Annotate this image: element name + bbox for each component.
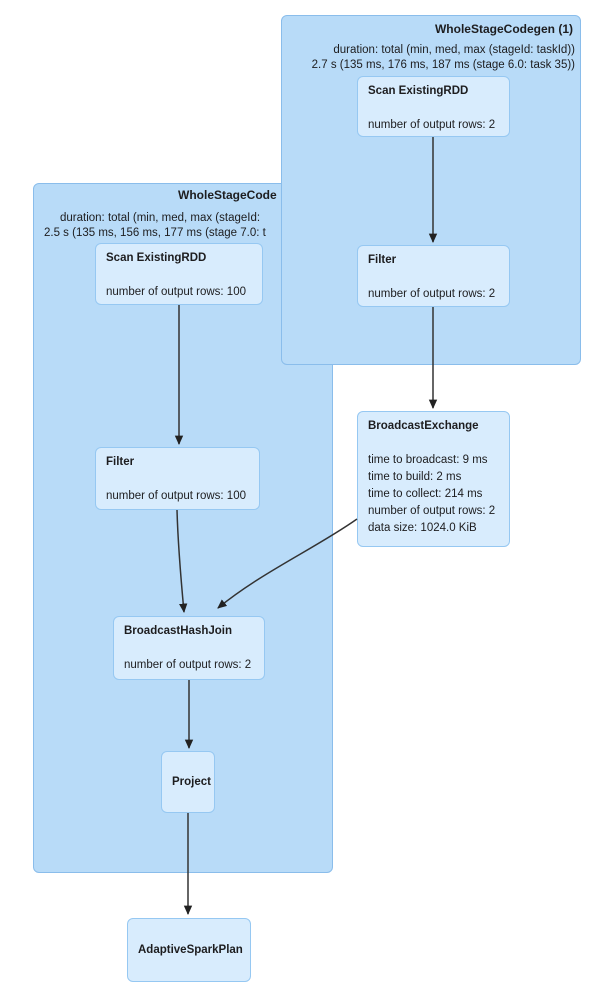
node-title: Scan ExistingRDD (106, 252, 207, 264)
plan-node-scan-existingrdd-right[interactable] (357, 76, 510, 137)
cluster-1-duration-line1: duration: total (min, med, max (stageId: taskId)) (333, 44, 575, 56)
cluster-1-duration-line2: 2.7 s (135 ms, 176 ms, 187 ms (stage 6.0: task 35)) (311, 59, 575, 71)
node-metric: time to broadcast: 9 ms (368, 454, 488, 466)
node-metric: time to build: 2 ms (368, 471, 462, 483)
node-title: BroadcastExchange (368, 420, 479, 432)
node-title: Filter (368, 254, 397, 266)
node-title: BroadcastHashJoin (124, 625, 233, 637)
node-metric: data size: 1024.0 KiB (368, 522, 477, 534)
cluster-2-title: WholeStageCode (178, 188, 277, 202)
node-metric: number of output rows: 2 (368, 119, 496, 131)
node-metric: number of output rows: 2 (368, 505, 496, 517)
plan-node-project[interactable] (161, 751, 215, 813)
node-metric: number of output rows: 2 (368, 288, 496, 300)
plan-node-scan-existingrdd-left[interactable] (95, 243, 263, 305)
node-metric: number of output rows: 2 (124, 659, 252, 671)
node-title: AdaptiveSparkPlan (138, 943, 243, 956)
plan-node-broadcast-exchange[interactable] (357, 411, 510, 547)
node-metric: time to collect: 214 ms (368, 488, 483, 500)
node-metric: number of output rows: 100 (106, 490, 246, 502)
plan-node-filter-right[interactable] (357, 245, 510, 307)
cluster-2-duration-line1: duration: total (min, med, max (stageId: (60, 212, 261, 224)
cluster-2-duration-line2: 2.5 s (135 ms, 156 ms, 177 ms (stage 7.0: t (44, 227, 266, 239)
plan-node-adaptive-spark-plan[interactable] (127, 918, 251, 982)
cluster-1-title: WholeStageCodegen (1) (434, 22, 573, 36)
node-metric: number of output rows: 100 (106, 286, 246, 298)
node-title: Filter (106, 456, 135, 468)
node-title: Scan ExistingRDD (368, 85, 469, 97)
plan-node-filter-left[interactable] (95, 447, 260, 510)
plan-node-broadcast-hash-join[interactable] (113, 616, 265, 680)
node-title: Project (172, 775, 211, 788)
cluster-wholestagecodegen-1 (281, 15, 581, 365)
